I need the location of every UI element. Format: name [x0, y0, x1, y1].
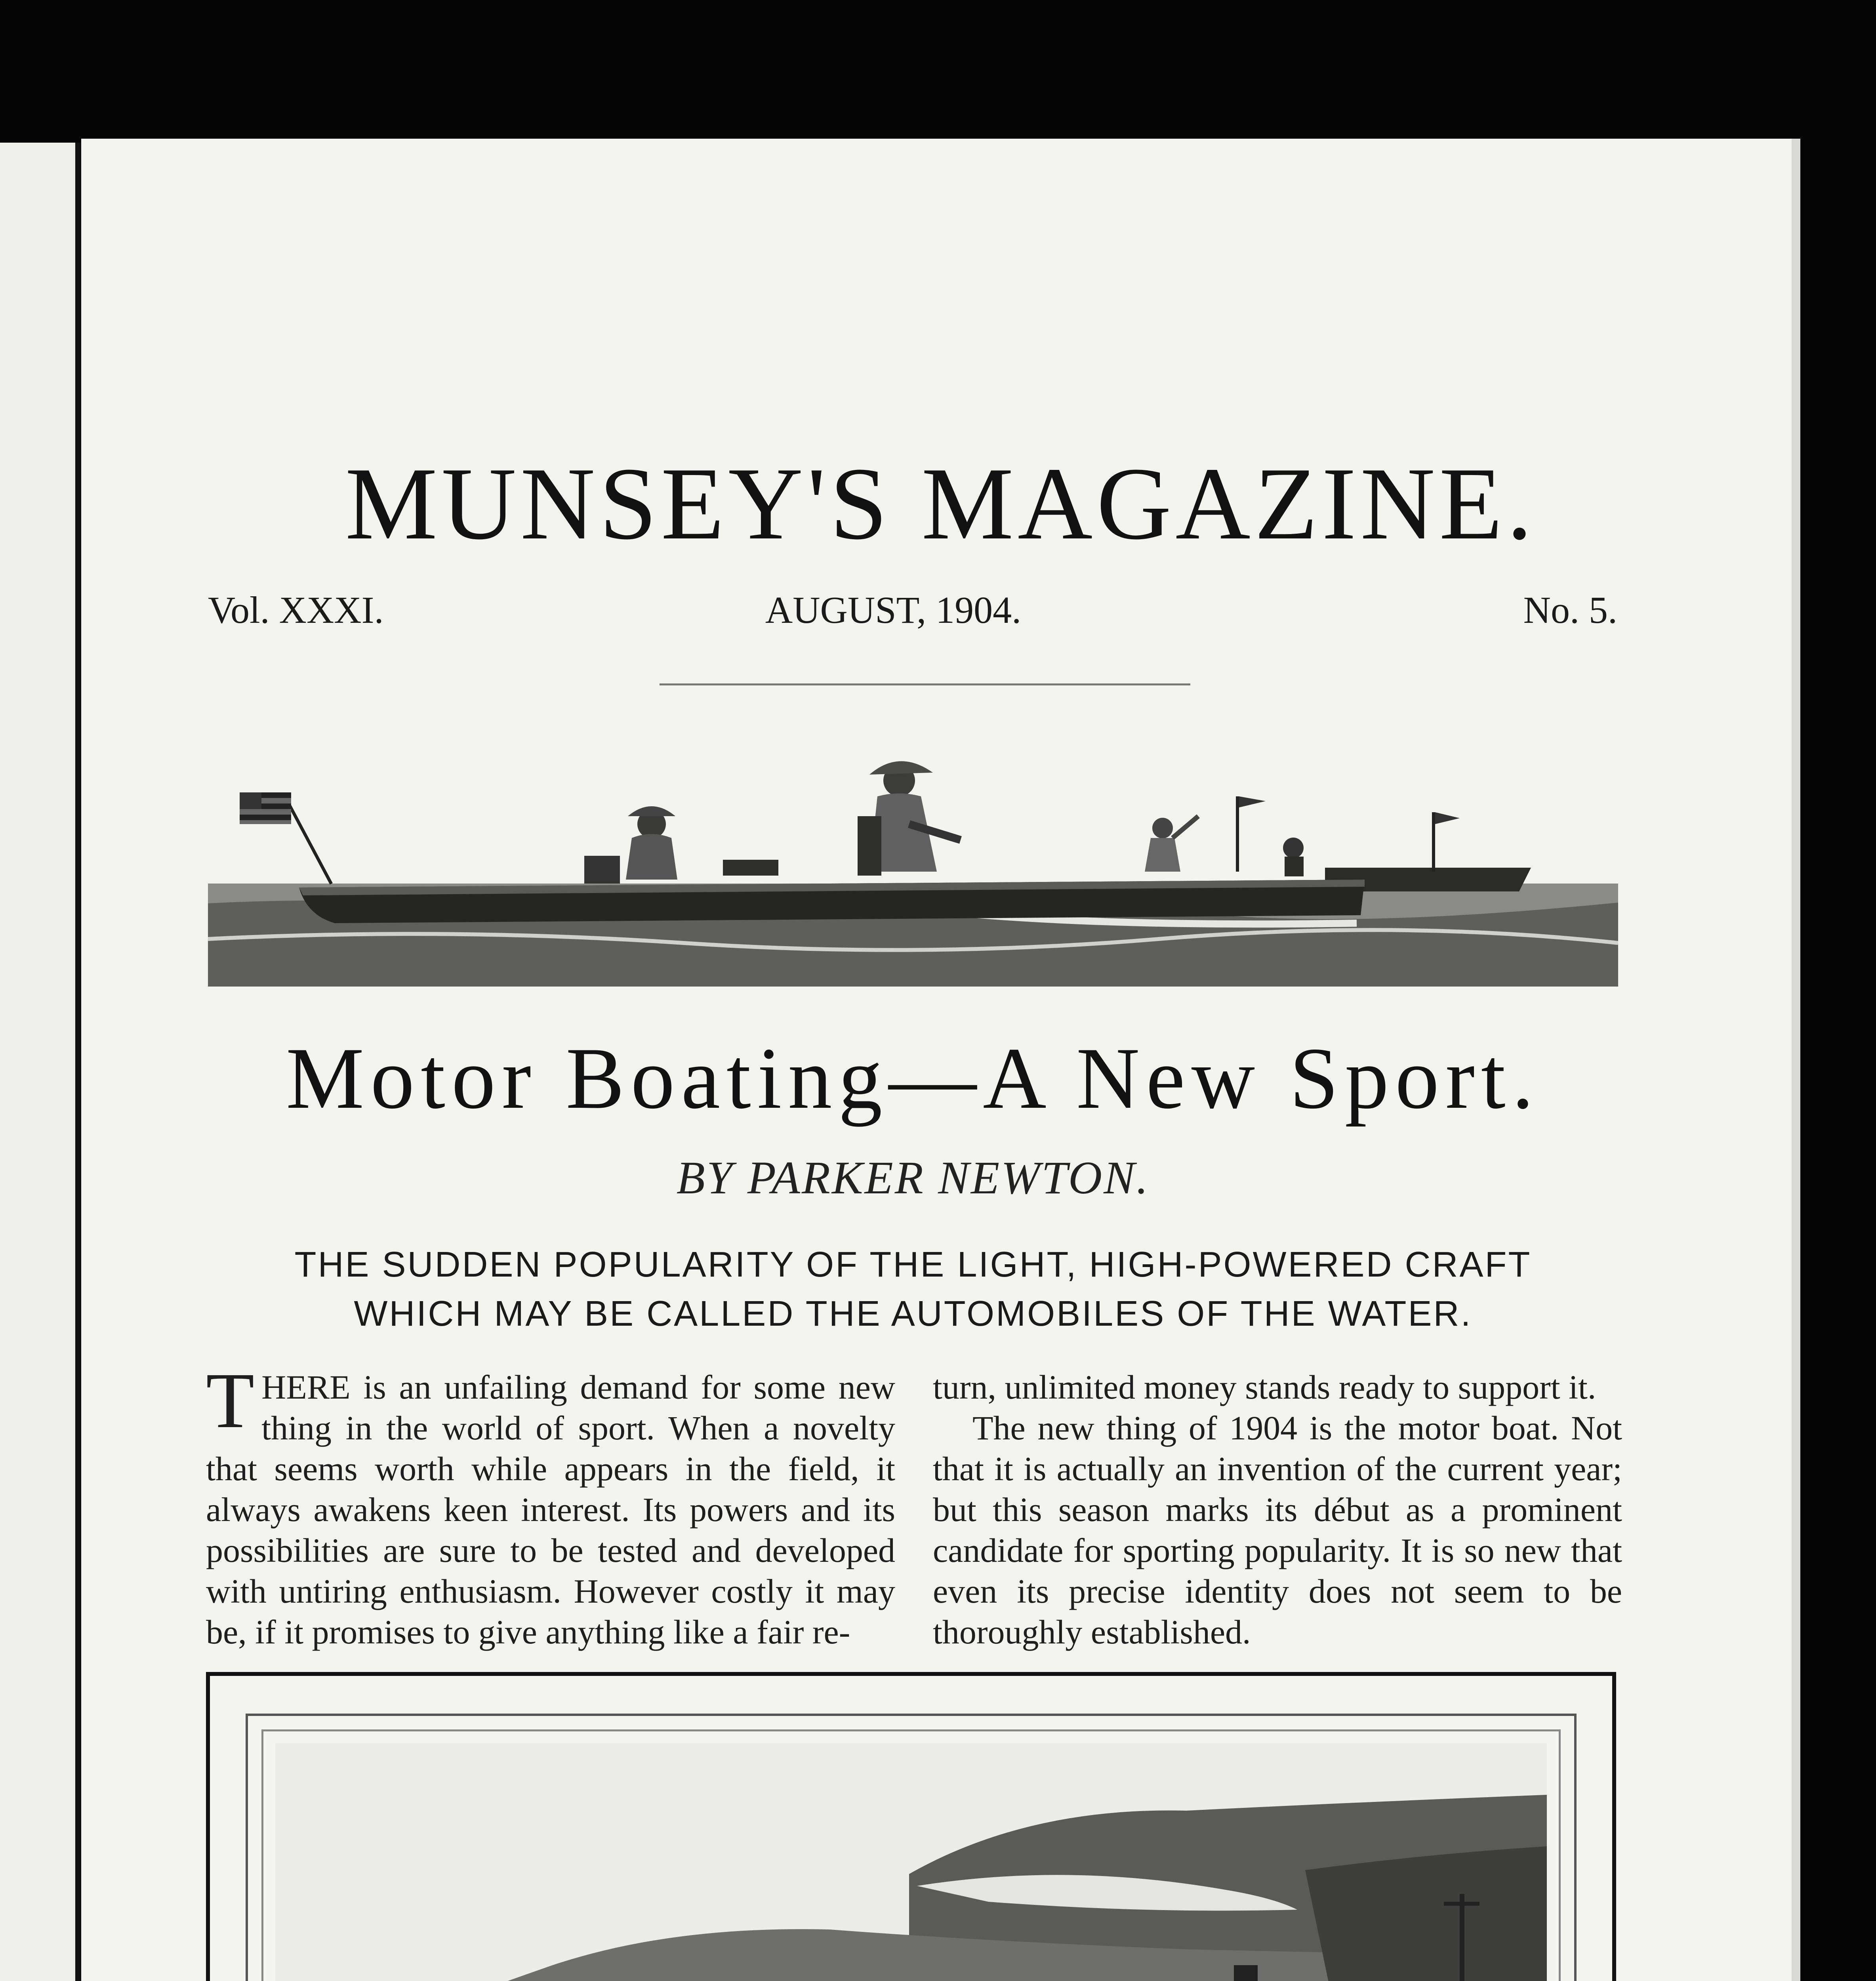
article-title: Motor Boating—A New Sport. [286, 1030, 1540, 1127]
facing-page-edge [0, 143, 81, 1981]
volume-number: Vol. XXXI. [208, 589, 384, 631]
paragraph-2: The new thing of 1904 is the motor boat. Not that it is actually an invention of the current year; but this season marks its début as a prominent candidate for sporting popularity. It is so new that even its precise identity does not seem to be thoroughly established. [933, 1409, 1622, 1651]
article-subtitle [208, 1240, 1618, 1338]
illustration-plate [206, 1672, 1616, 1981]
paragraph-1-end: turn, unlimited money stands ready to support it. [933, 1368, 1596, 1406]
header-boat-illustration [208, 753, 1618, 987]
article-byline: BY PARKER NEWTON. [676, 1152, 1150, 1204]
paragraph-1-start [206, 1357, 895, 1653]
drop-cap: T [206, 1357, 255, 1445]
paragraph-1-text: HERE is an unfailing demand for some new thing in the world of sport. When a novelty that seems worth while appears in the field, it always awakens keen interest. Its powers and its possibilities are sure to be tested and developed with untiring enthusiasm. However costly it may be, if it promises to give anything like a fair re- [206, 1368, 895, 1651]
issue-date: AUGUST, 1904. [765, 589, 1022, 631]
subtitle-line-2: WHICH MAY BE CALLED THE AUTOMOBILES OF THE WATER. [354, 1294, 1472, 1334]
issue-number: No. 5. [1523, 589, 1617, 631]
body-column-right [933, 1367, 1622, 1653]
divider-rule [660, 683, 1190, 685]
magazine-page [81, 139, 1800, 1981]
motor-boat-racing-train-illustration [275, 1743, 1547, 1981]
masthead: MUNSEY'S MAGAZINE. [345, 446, 1537, 561]
body-column-left [206, 1357, 895, 1653]
subtitle-line-1: THE SUDDEN POPULARITY OF THE LIGHT, HIGH-POWERED CRAFT [294, 1245, 1532, 1284]
